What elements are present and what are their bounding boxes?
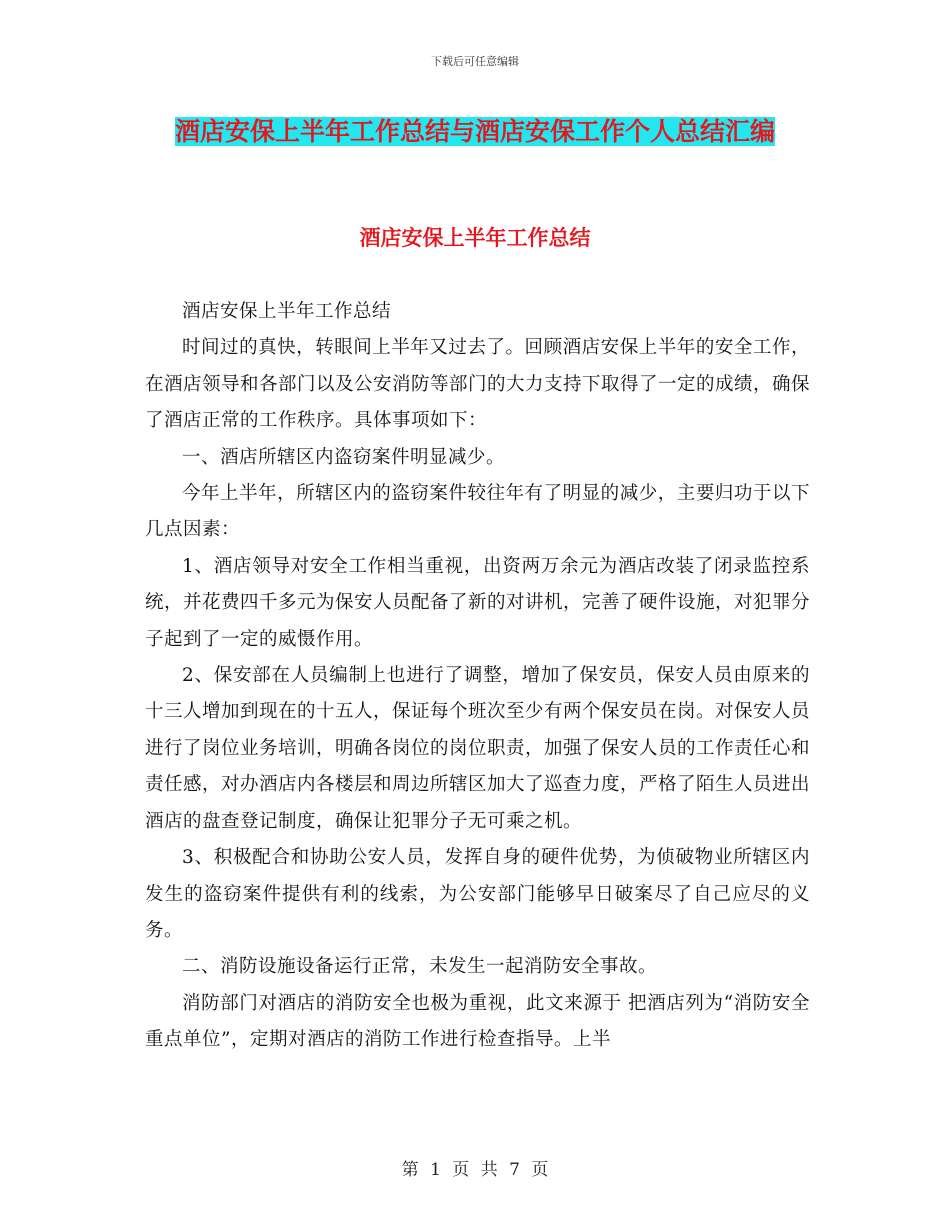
body-paragraph: 3、积极配合和协助公安人员，发挥自身的硬件优势，为侦破物业所辖区内发生的盗窃案件提供有利的线索，为公安部门能够早日破案尽了自己应尽的义务。 [145,847,810,941]
document-body [145,294,810,1059]
body-paragraph: 时间过的真快，转眼间上半年又过去了。回顾酒店安保上半年的安全工作，在酒店领导和各部门以及公安消防等部门的大力支持下取得了一定的成绩，确保了酒店正常的工作秩序。具体事项如下： [145,337,811,432]
body-paragraph: 一、酒店所辖区内盗窃案件明显减少。 [182,446,506,468]
page-footer-number: 第 1 页 共 7 页 [401,1160,549,1180]
body-paragraph: 1、酒店领导对安全工作相当重视，出资两万余元为酒店改装了闭录监控系统，并花费四千多元为保安人员配备了新的对讲机，完善了硬件设施，对犯罪分子起到了一定的威慑作用。 [145,555,811,650]
document-sub-title: 酒店安保上半年工作总结 [359,225,591,250]
body-paragraph: 今年上半年，所辖区内的盗窃案件较往年有了明显的减少，主要归功于以下几点因素： [145,483,810,541]
document-main-title [120,110,830,154]
main-title-text: 酒店安保上半年工作总结与酒店安保工作个人总结汇编 [174,117,775,146]
body-paragraph: 消防部门对酒店的消防安全也极为重视，此文来源于 把酒店列为“消防安全重点单位”，定期对酒店的消防工作进行检查指导。上半 [145,992,810,1051]
body-paragraph: 酒店安保上半年工作总结 [182,301,392,322]
page-header-note: 下载后可任意编辑 [431,55,519,68]
body-paragraph: 二、消防设施设备运行正常，未发生一起消防安全事故。 [182,956,658,978]
body-paragraph: 2、保安部在人员编制上也进行了调整，增加了保安员，保安人员由原来的十三人增加到现在的十五人，保证每个班次至少有两个保安员在岗。对保安人员进行了岗位业务培训，明确各岗位的岗位职责，加强了保安人员的工作责任心和责任感，对办酒店内各楼层和周边所辖区加大了巡查力度，严格了陌生人员进出酒店的盘查登记制度，确保让犯罪分子无可乘之机。 [145,665,811,832]
